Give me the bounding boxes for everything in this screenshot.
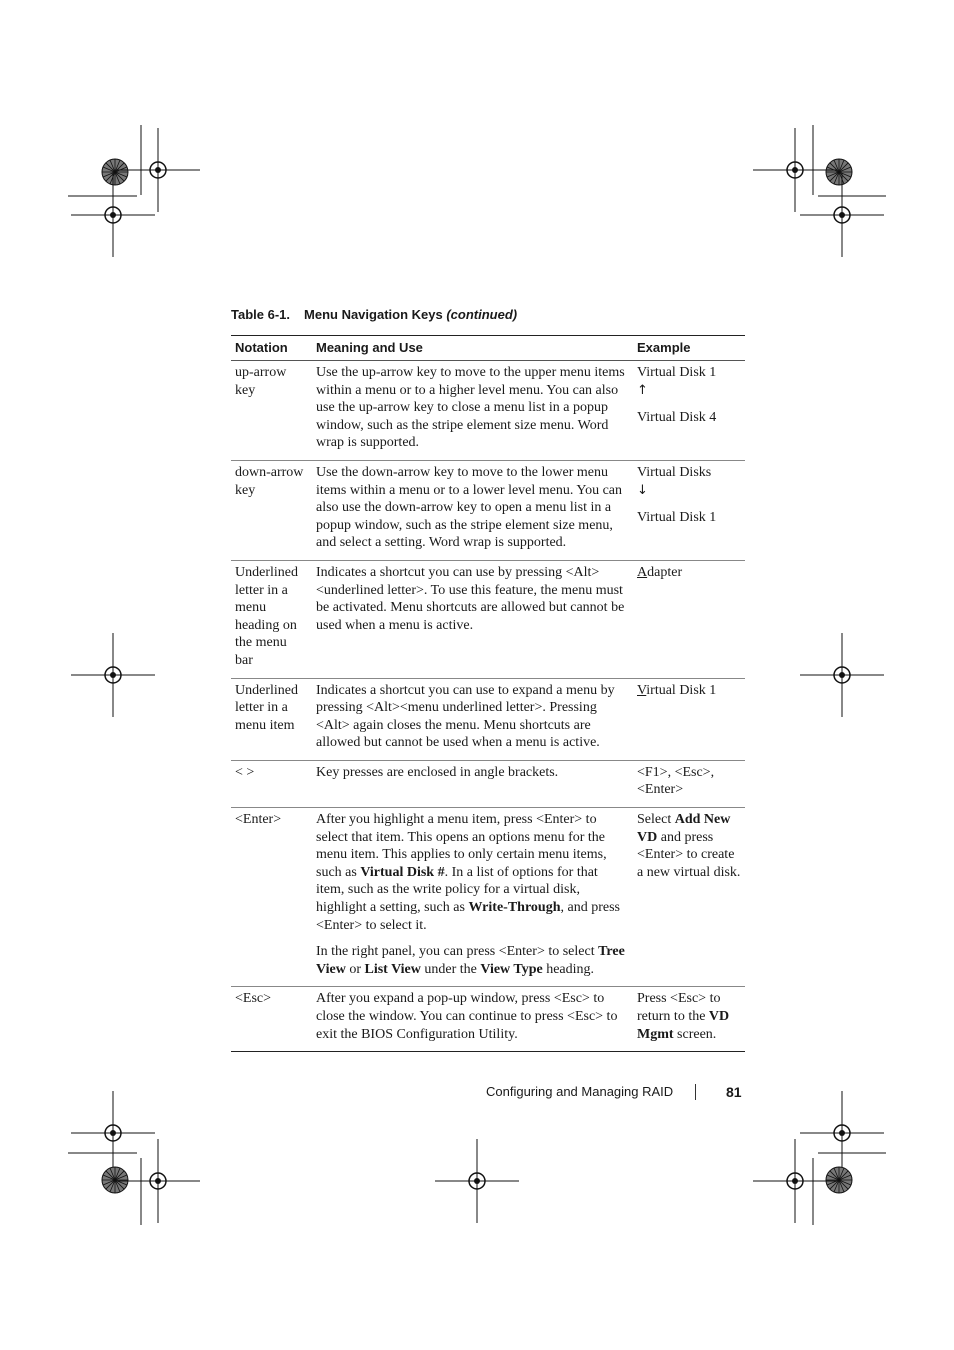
header-meaning: Meaning and Use (312, 336, 633, 361)
table-caption-title: Menu Navigation Keys (304, 307, 443, 322)
notation-cell: <Esc> (231, 987, 312, 1052)
example-cell: <F1>, <Esc>, <Enter> (633, 760, 745, 807)
text-run: After you highlight a menu item, press <Enter> to select that item. This opens an options menu for the menu item. This applies to only certain menu items, such as (316, 812, 607, 880)
notation-cell: Underlined letter in a menu item (231, 678, 312, 760)
footer-separator (695, 1084, 696, 1100)
ui-term: Write-Through (468, 900, 561, 916)
example-cell (633, 987, 745, 1052)
example-cell (633, 808, 745, 987)
meaning-cell: After you expand a pop-up window, press <Esc> to close the window. You can continue to press <Esc> to exit the BIOS Configuration Utility. (312, 987, 633, 1052)
table-row (231, 678, 745, 760)
footer-chapter-title: Configuring and Managing RAID (486, 1084, 674, 1099)
ui-term: Add New VD (637, 812, 731, 845)
text-run: and press <Enter> to create a new virtual disk. (637, 829, 741, 880)
text-run: under the (420, 961, 481, 977)
text-run: or (345, 961, 365, 977)
down-arrow-icon: ↓ (637, 482, 648, 498)
shortcut-letter: A (637, 564, 648, 580)
meaning-cell: Key presses are enclosed in angle brackets. (312, 760, 633, 807)
text-run: Select (637, 812, 675, 828)
meaning-cell: Indicates a shortcut you can use to expand a menu by pressing <Alt><menu underlined letter>. Pressing <Alt> again closes the menu. Menu shortcuts are allowed but cannot be used when a menu is active. (312, 678, 633, 760)
ui-term: View Type (480, 961, 543, 977)
table-header-row (231, 336, 745, 361)
ui-term: List View (364, 961, 421, 977)
table-caption-continued: (continued) (446, 307, 518, 322)
table-caption-label: Table 6-1. (231, 307, 291, 322)
table-row (231, 760, 745, 807)
table-row (231, 361, 745, 461)
ui-term: VD Mgmt (637, 1009, 730, 1042)
text-run: Press <Esc> to return to the (637, 991, 721, 1024)
notation-cell: Underlined letter in a menu heading on the menu bar (231, 560, 312, 678)
text-run: In the right panel, you can press <Enter> to select (316, 944, 599, 960)
example-cell (633, 460, 745, 560)
table-row (231, 460, 745, 560)
example-text: Virtual Disk 1 (637, 365, 717, 380)
meaning-cell (312, 808, 633, 987)
text-run: heading. (542, 961, 595, 977)
text-run: , and press <Enter> to select it. (316, 900, 620, 933)
header-notation: Notation (231, 336, 312, 361)
meaning-cell: Use the down-arrow key to move to the lower menu items within a menu or to a lower level menu. You can also use the down-arrow key to open a menu list in a popup window, such as the stripe element size menu, and select a setting. Word wrap is supported. (312, 460, 633, 560)
text-run: screen. (673, 1026, 717, 1042)
notation-cell: < > (231, 760, 312, 807)
table-row (231, 808, 745, 987)
table-caption (231, 307, 517, 322)
table-row (231, 987, 745, 1052)
example-text: Virtual Disk 4 (637, 409, 717, 425)
table-row (231, 560, 745, 678)
notation-cell: down-arrow key (231, 460, 312, 560)
ui-term: Tree View (316, 944, 625, 977)
ui-term: Virtual Disk # (360, 864, 445, 880)
meaning-cell: Use the up-arrow key to move to the upper menu items within a menu or to a higher level menu. You can also use the up-arrow key to close a menu list in a popup window, such as the stripe element size menu. Word wrap is supported. (312, 361, 633, 461)
example-text: dapter (647, 564, 683, 580)
example-text: irtual Disk 1 (646, 682, 717, 698)
menu-navigation-keys-table (231, 335, 745, 1052)
page-number: 81 (726, 1084, 742, 1100)
example-cell (633, 560, 745, 678)
text-run: . In a list of options for that item, such as the write policy for a virtual disk, highlight a setting, such as (316, 864, 598, 916)
meaning-cell: Indicates a shortcut you can use by pressing <Alt><underlined letter>. To use this feature, the menu must be activated. Menu shortcuts are allowed but cannot be used when a menu is active. (312, 560, 633, 678)
example-cell (633, 678, 745, 760)
meaning-paragraph (316, 943, 629, 978)
meaning-paragraph (316, 811, 629, 934)
example-cell (633, 361, 745, 461)
notation-cell: up-arrow key (231, 361, 312, 461)
shortcut-letter: V (637, 682, 647, 698)
up-arrow-icon: ↑ (637, 382, 648, 398)
example-text: Virtual Disks (637, 464, 712, 480)
notation-cell: <Enter> (231, 808, 312, 987)
example-text: Virtual Disk 1 (637, 509, 717, 525)
header-example: Example (633, 336, 745, 361)
